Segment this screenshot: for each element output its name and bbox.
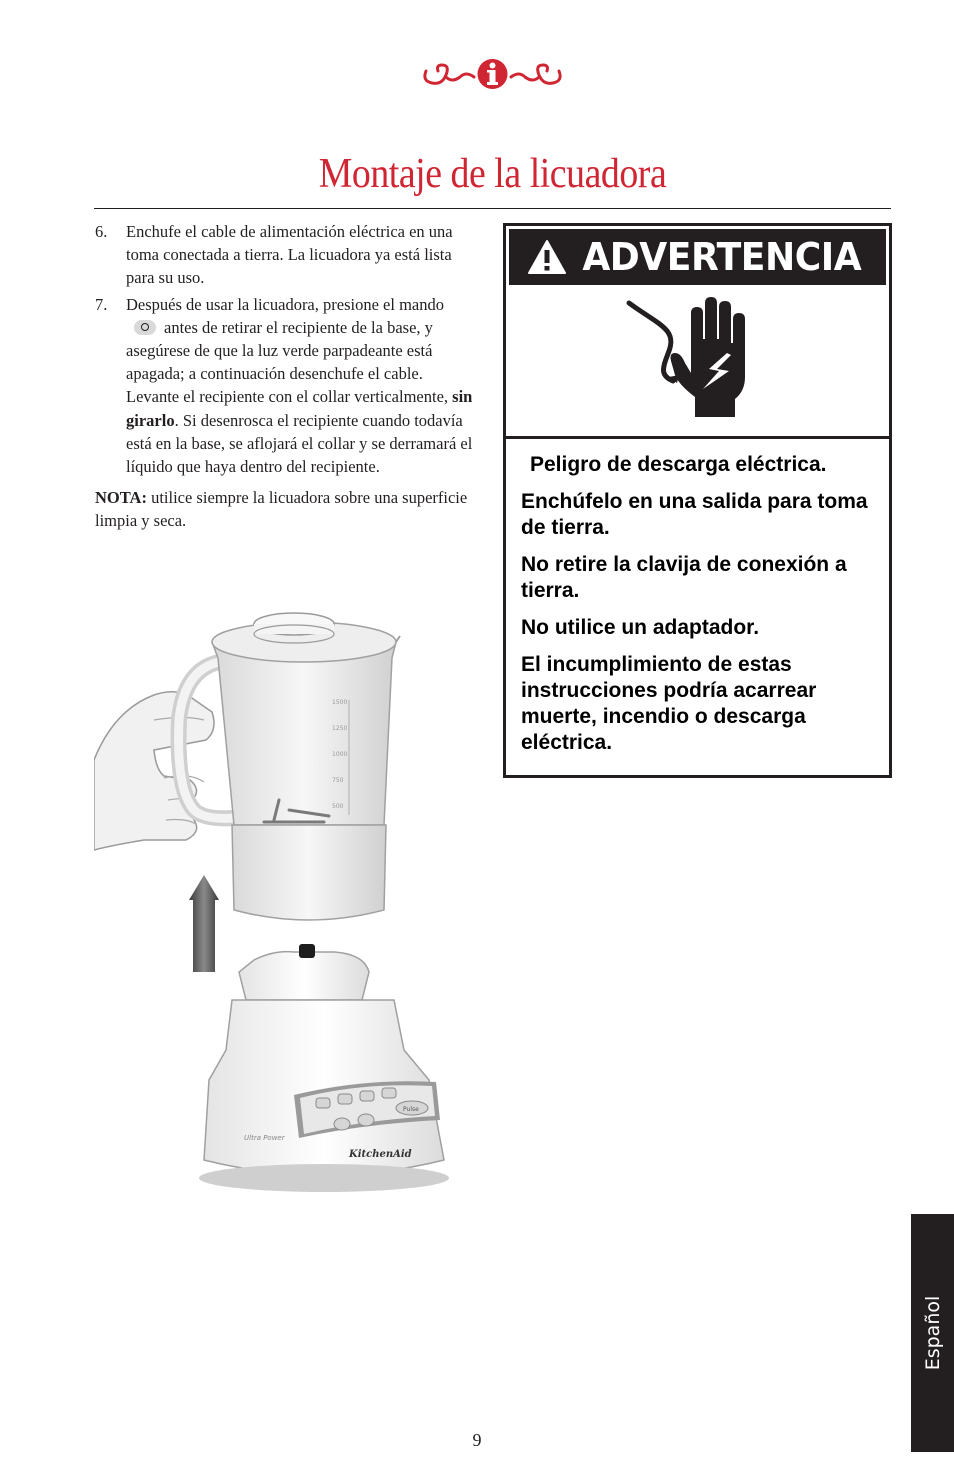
warning-text	[521, 452, 879, 767]
page-number: 9	[472, 1430, 482, 1450]
warning-line: El incumplimiento de estas instrucciones podría acarrear muerte, incendio o descarga eléctrica.	[521, 653, 817, 754]
step-number: 7.	[95, 294, 108, 314]
warning-header	[509, 229, 886, 285]
warning-box	[503, 223, 892, 778]
warning-divider	[506, 436, 889, 439]
note-label: NOTA:	[95, 488, 147, 508]
step-text: . Si desenrosca el recipiente cuando todavía está en la base, se aflojará el collar y se derramará el líquido que haya dentro del recipiente.	[126, 410, 473, 477]
jar-marking: 1000	[332, 751, 348, 758]
instruction-list	[95, 220, 480, 532]
step-text: antes de retirar el recipiente de la base, y asegúrese de que la luz verde parpadeante está apagada; a continuación desenchufe el cable. Levante el recipiente con el collar verticalmente,	[126, 317, 449, 407]
note-text: utilice siempre la licuadora sobre una superficie limpia y seca.	[95, 488, 468, 531]
warning-triangle-icon	[527, 239, 567, 275]
step-text: Después de usar la licuadora, presione el mando	[126, 294, 444, 314]
language-tab	[911, 1214, 954, 1452]
step-emphasis: sin girarlo	[126, 387, 473, 430]
brand-label: KitchenAid	[349, 1149, 412, 1160]
warning-title: ADVERTENCIA	[582, 235, 861, 279]
warning-line: No utilice un adaptador.	[521, 616, 760, 639]
power-knob-icon	[134, 320, 156, 335]
language-label: Español	[921, 1295, 944, 1371]
series-label: Ultra Power	[244, 1134, 285, 1142]
jar-marking: 750	[332, 777, 344, 784]
list-item	[95, 220, 480, 290]
warning-line: No retire la clavija de conexión a tierra.	[521, 553, 847, 602]
list-item	[95, 293, 480, 479]
jar-marking: 500	[332, 803, 344, 810]
note	[95, 486, 480, 532]
electric-shock-hand-icon	[509, 285, 892, 437]
jar-marking: 1250	[332, 725, 348, 732]
step-number: 6.	[95, 222, 108, 241]
page-title: Montaje de la licuadora	[318, 151, 667, 197]
jar-marking: 1500	[332, 699, 348, 706]
blender-illustration	[94, 600, 464, 1200]
pulse-label: Pulse	[403, 1106, 419, 1113]
info-flourish-icon	[420, 57, 565, 91]
step-text: Enchufe el cable de alimentación eléctrica en una toma conectada a tierra. La licuadora ya está lista para su uso.	[126, 222, 453, 288]
title-divider	[94, 208, 891, 209]
warning-line: Enchúfelo en una salida para toma de tierra.	[521, 490, 868, 539]
warning-line: Peligro de descarga eléctrica.	[530, 453, 827, 476]
